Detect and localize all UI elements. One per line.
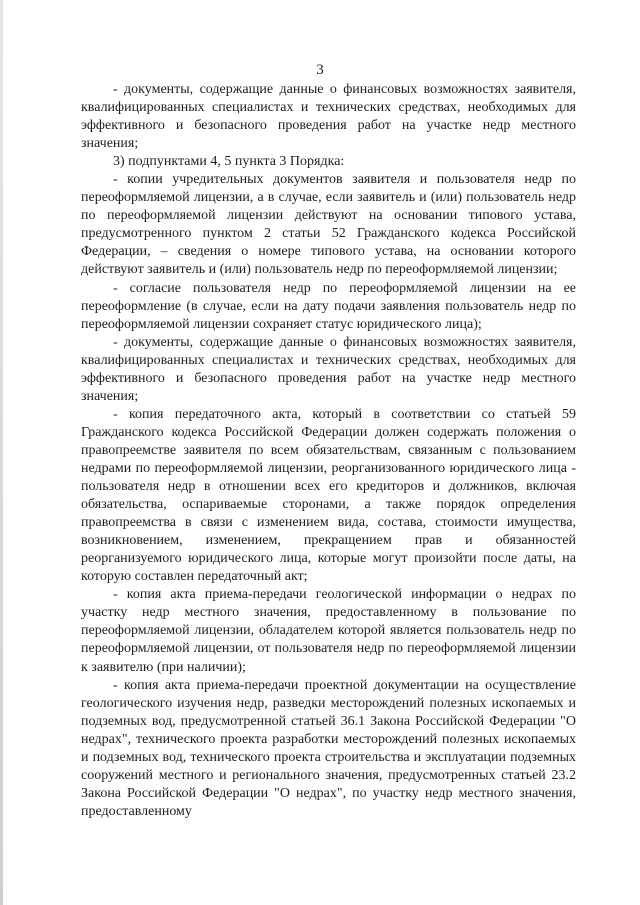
page-number: 3 bbox=[316, 62, 324, 78]
paragraph-user-consent: - согласие пользователя недр по переоформляемой лицензии на ее переоформление (в случае, если на дату подачи заявления пользователь недр по переоформляемой лицензии сохраняет статус юридического лица); bbox=[81, 280, 576, 332]
paragraph-project-docs-act: - копия акта приема-передачи проектной документации на осуществление геологического изучения недр, разведки месторождений полезных ископаемых и подземных вод, предусмотренной статьей 36.1 Закона Российской Федерации "О недрах", технического проекта разработки месторождений полезных ископаемых и подземных вод, технического проекта строительства и эксплуатации подземных сооружений местного и регионального значения, предусмотренных статьей 23.2 Закона Российской Федерации "О недрах", по участку недр местного значения, предоставленному bbox=[81, 677, 576, 819]
paragraph-geological-info-act: - копия акта приема-передачи геологической информации о недрах по участку недр местного значения, предоставленному в пользование по переоформляемой лицензии, обладателем которой является пользователь недр по переоформляемой лицензии, от пользователя недр по переоформляемой лицензии к заявителю (при наличии); bbox=[81, 587, 576, 675]
paragraph-financial-docs-1: - документы, содержащие данные о финансовых возможностях заявителя, квалифицированных специалистах и технических средствах, необходимых для эффективного и безопасного проведения работ на участке недр местного значения; bbox=[81, 82, 576, 152]
paragraph-transfer-act: - копия передаточного акта, который в соответствии со статьей 59 Гражданского кодекса Российской Федерации должен содержать положения о правопреемстве заявителя по всем обязательствам, связанным с пользованием недрами по переоформляемой лицензии, реорганизованного юридического лица - пользователя недр в отношении всех его кредиторов и должников, включая обязательства, оспариваемые сторонами, а также порядок определения правопреемства в связи с изменением вида, состава, стоимости имущества, возникновением, изменением, прекращением прав и обязанностей реорганизуемого юридического лица, которые могут произойти после даты, на которую составлен передаточный акт; bbox=[81, 406, 576, 585]
scan-edge bbox=[0, 0, 3, 905]
paragraph-financial-docs-2: - документы, содержащие данные о финансовых возможностях заявителя, квалифицированных специалистах и технических средствах, необходимых для эффективного и безопасного проведения работ на участке недр местного значения; bbox=[81, 334, 576, 404]
document-body bbox=[81, 81, 576, 821]
paragraph-subitems-4-5: 3) подпунктами 4, 5 пункта 3 Порядка: bbox=[113, 154, 345, 170]
paragraph-founding-docs: - копии учредительных документов заявителя и пользователя недр по переоформляемой лицензии, а в случае, если заявитель и (или) пользователь недр по переоформляемой лицензии действуют на основании типового устава, предусмотренного пунктом 2 статьи 52 Гражданского кодекса Российской Федерации, – сведения о номере типового устава, на основании которого действуют заявитель и (или) пользователь недр по переоформляемой лицензии; bbox=[81, 172, 576, 278]
